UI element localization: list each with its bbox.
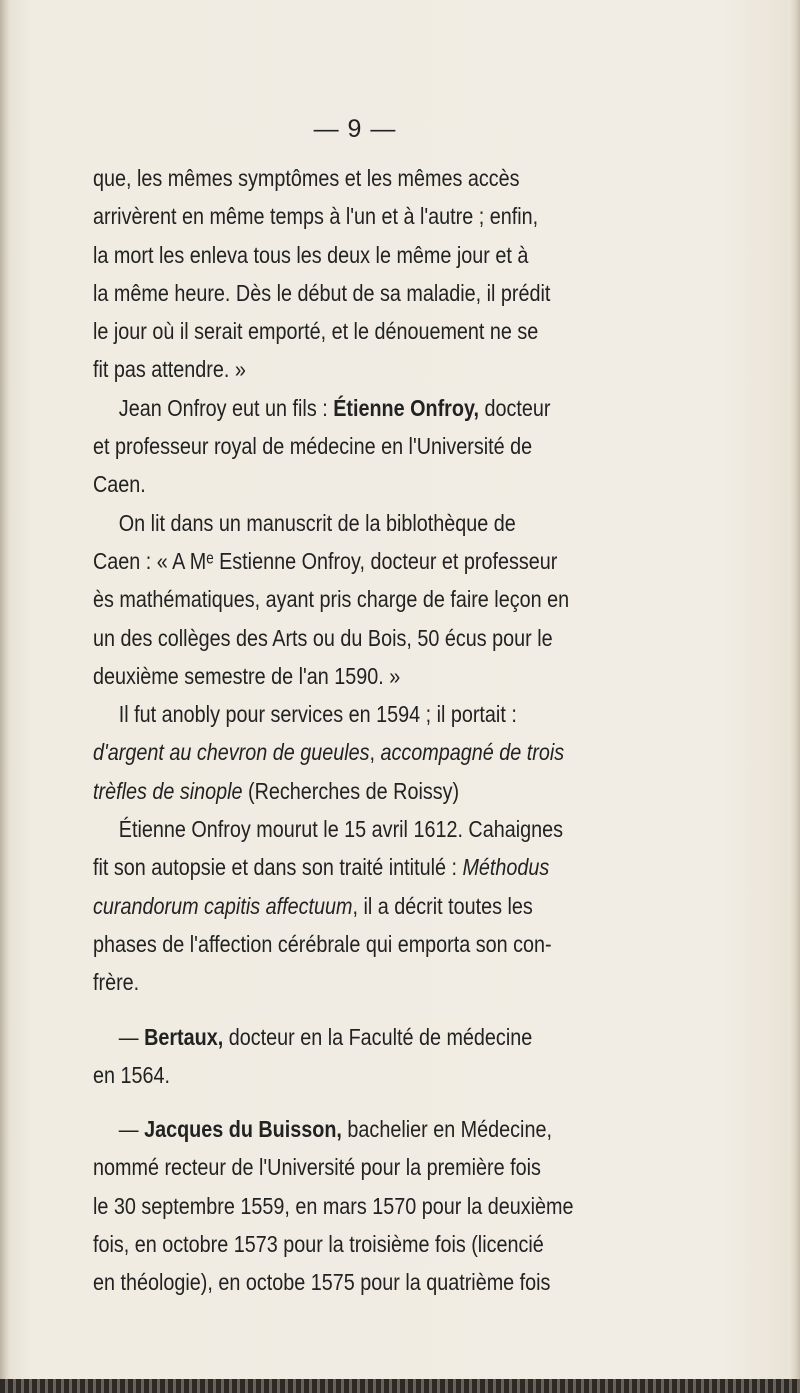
book-title: Méthodus xyxy=(462,854,550,881)
text-line: phases de l'affection cérébrale qui emporta son con- xyxy=(93,930,552,957)
text-line: en théologie), en octobe 1575 pour la quatrième fois xyxy=(93,1269,551,1296)
text-run: , il a décrit toutes les xyxy=(352,892,533,919)
text-line xyxy=(93,1018,624,1056)
text-line: fit pas attendre. » xyxy=(93,356,246,383)
text-line xyxy=(93,772,624,810)
text-line: Il fut anobly pour services en 1594 ; il portait : xyxy=(118,701,517,728)
text-line: deuxième semestre de l'an 1590. » xyxy=(93,662,401,689)
text-line: Étienne Onfroy mourut le 15 avril 1612. Cahaignes xyxy=(118,816,564,843)
person-name: Étienne Onfroy, xyxy=(333,394,480,421)
body-text xyxy=(93,159,710,1302)
text-run: Jean Onfroy eut un fils : xyxy=(118,394,334,421)
text-line: un des collèges des Arts ou du Bois, 50 écus pour le xyxy=(93,624,553,651)
person-name: Bertaux, xyxy=(144,1023,224,1050)
text-run: (Recherches de Roissy) xyxy=(242,777,460,804)
text-line: en 1564. xyxy=(93,1061,170,1088)
text-line: ès mathématiques, ayant pris charge de faire leçon en xyxy=(93,586,570,613)
text-line: arrivèrent en même temps à l'un et à l'autre ; enfin, xyxy=(93,203,539,230)
person-name: Jacques du Buisson, xyxy=(144,1116,342,1143)
paragraph-gap xyxy=(93,1094,710,1110)
text-run: — xyxy=(118,1116,145,1143)
text-line xyxy=(93,389,624,427)
text-line: que, les mêmes symptômes et les mêmes accès xyxy=(93,165,520,191)
text-line: On lit dans un manuscrit de la biblothèque de xyxy=(118,509,516,536)
text-line: Caen. xyxy=(93,471,146,498)
text-run: , xyxy=(369,739,381,766)
text-run: docteur en la Faculté de médecine xyxy=(223,1023,533,1050)
heraldry-text: accompagné de trois xyxy=(380,739,565,766)
page-gutter-shadow xyxy=(0,0,10,1393)
text-line: le jour où il serait emporté, et le dénouement ne se xyxy=(93,318,539,345)
text-line: et professeur royal de médecine en l'Université de xyxy=(93,433,533,460)
paragraph-gap xyxy=(93,1002,710,1018)
text-line xyxy=(93,887,624,925)
page-number: — 9 — xyxy=(313,115,397,143)
text-line: le 30 septembre 1559, en mars 1570 pour la deuxième xyxy=(93,1192,574,1219)
text-line: frère. xyxy=(93,969,140,996)
text-line: fois, en octobre 1573 pour la troisième fois (licencié xyxy=(93,1231,544,1258)
text-line: Caen : « A Mᵉ Estienne Onfroy, docteur et professeur xyxy=(93,547,558,574)
page-edge-shadow xyxy=(790,0,800,1393)
heraldry-text: trèfles de sinople xyxy=(93,777,243,804)
text-run: docteur xyxy=(479,394,551,421)
text-line: la même heure. Dès le début de sa maladie, il prédit xyxy=(93,279,551,306)
scan-bottom-edge xyxy=(0,1379,800,1393)
text-run: — xyxy=(118,1023,145,1050)
heraldry-text: d'argent au chevron de gueules xyxy=(93,739,370,766)
text-line xyxy=(93,848,624,886)
text-line: nommé recteur de l'Université pour la première fois xyxy=(93,1154,541,1181)
book-title: curandorum capitis affectuum xyxy=(93,892,353,919)
text-run: fit son autopsie et dans son traité intitulé : xyxy=(93,854,463,881)
text-line: la mort les enleva tous les deux le même jour et à xyxy=(93,241,529,268)
text-line xyxy=(93,1110,624,1148)
text-run: bachelier en Médecine, xyxy=(341,1116,552,1143)
text-line xyxy=(93,733,624,771)
